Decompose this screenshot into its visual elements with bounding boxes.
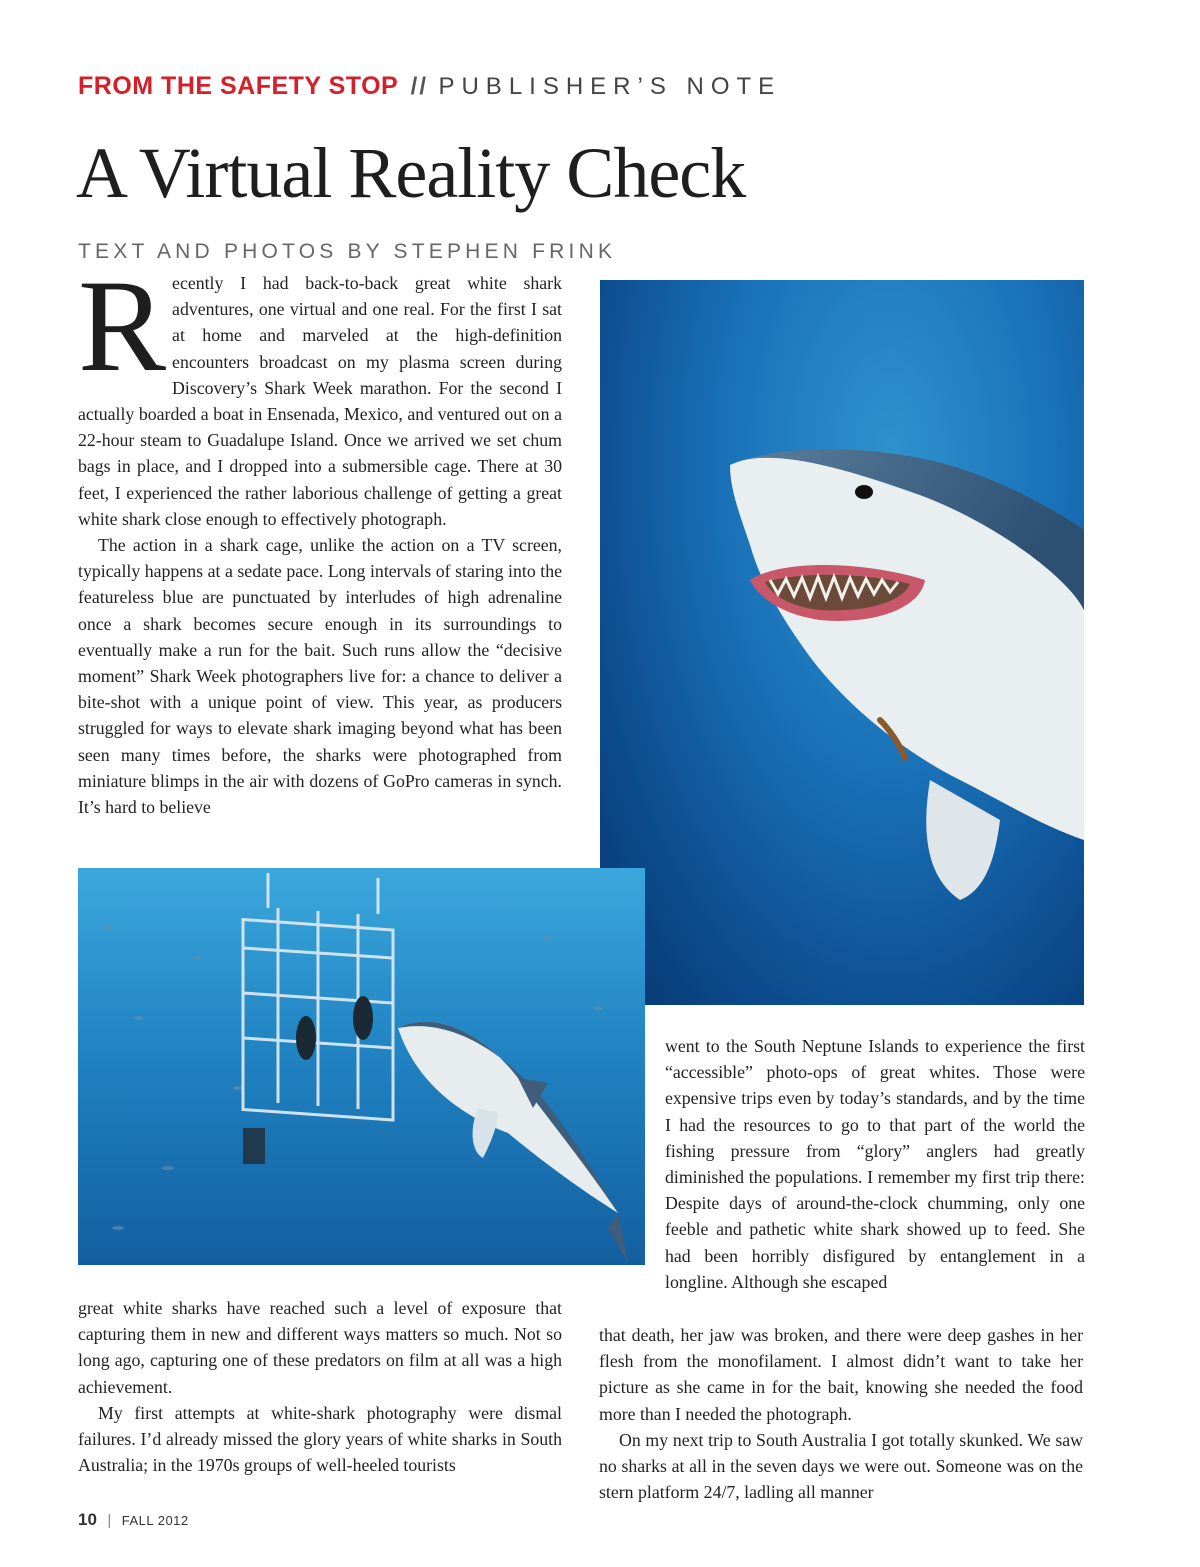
issue-label: FALL 2012 [121, 1513, 189, 1528]
paragraph-intro [78, 252, 562, 532]
footer-divider: | [107, 1512, 112, 1529]
cage-illustration [78, 868, 645, 1265]
section-name: FROM THE SAFETY STOP [78, 72, 399, 100]
drop-cap: R [78, 252, 167, 399]
column-2-bottom [599, 1322, 1083, 1505]
section-kicker [78, 72, 781, 101]
subsection-name: PUBLISHER’S NOTE [438, 73, 782, 100]
column-1-top [78, 252, 562, 820]
paragraph: great white sharks have reached such a level of exposure that capturing them in new and different ways matters so much. Not so long ago, capturing one of these predators on film at all was a high achievement. [78, 1298, 562, 1397]
paragraph-intro-text: ecently I had back-to-back great white shark adventures, one virtual and one real. For the first I sat at home and marveled at the high-definition encounters broadcast on my plasma screen during Discovery’s Shark Week marathon. For the second I actually boarded a boat in Ensenada, Mexico, and ventured out on a 22-hour steam to Guadalupe Island. Once we arrived we set chum bags in place, and I dropped into a submersible cage. There at 30 feet, I experienced the rather laborious challenge of getting a great white shark close enough to effectively photograph. [78, 273, 562, 529]
page-footer [78, 1510, 189, 1530]
shark-illustration [600, 280, 1084, 1005]
paragraph: that death, her jaw was broken, and there were deep gashes in her flesh from the monofilament. I almost didn’t want to take her picture as she came in for the bait, knowing she needed the food more than I needed the photograph. [599, 1325, 1083, 1424]
paragraph: My first attempts at white-shark photography were dismal failures. I’d already missed the glory years of white sharks in South Australia; in the 1970s groups of well-heeled tourists [78, 1402, 562, 1476]
paragraph: On my next trip to South Australia I got totally skunked. We saw no sharks at all in the seven days we were out. Someone was on the stern platform 24/7, ladling all manner [599, 1429, 1083, 1503]
shark-cage-photo [78, 868, 645, 1265]
column-2-top [665, 1033, 1085, 1295]
paragraph: went to the South Neptune Islands to experience the first “accessible” photo-ops of great whites. Those were expensive trips even by today’s standards, and by the time I had the resources to go to that part of the world the fishing pressure from “glory” anglers had greatly diminished the populations. I remember my first trip there: Despite days of around-the-clock chumming, only one feeble and pathetic white shark showed up to feed. She had been horribly disfigured by entanglement in a longline. Although she escaped [665, 1036, 1085, 1292]
article-byline: TEXT AND PHOTOS BY STEPHEN FRINK [78, 240, 617, 263]
kicker-separator: // [410, 73, 429, 100]
paragraph: The action in a shark cage, unlike the action on a TV screen, typically happens at a sedate pace. Long intervals of staring into the featureless blue are punctuated by interludes of high adrenaline once a shark becomes secure enough in its surroundings to eventually make a run for the bait. Such runs allow the “decisive moment” Shark Week photographers live for: a chance to deliver a bite-shot with a unique point of view. This year, as producers struggled for ways to elevate shark imaging beyond what has been seen many times before, the sharks were photographed from miniature blimps in the air with dozens of GoPro cameras in synch. It’s hard to believe [78, 535, 562, 818]
page-number: 10 [78, 1510, 97, 1529]
article-title: A Virtual Reality Check [76, 133, 746, 213]
column-1-bottom [78, 1295, 562, 1478]
shark-closeup-photo [600, 280, 1084, 1005]
